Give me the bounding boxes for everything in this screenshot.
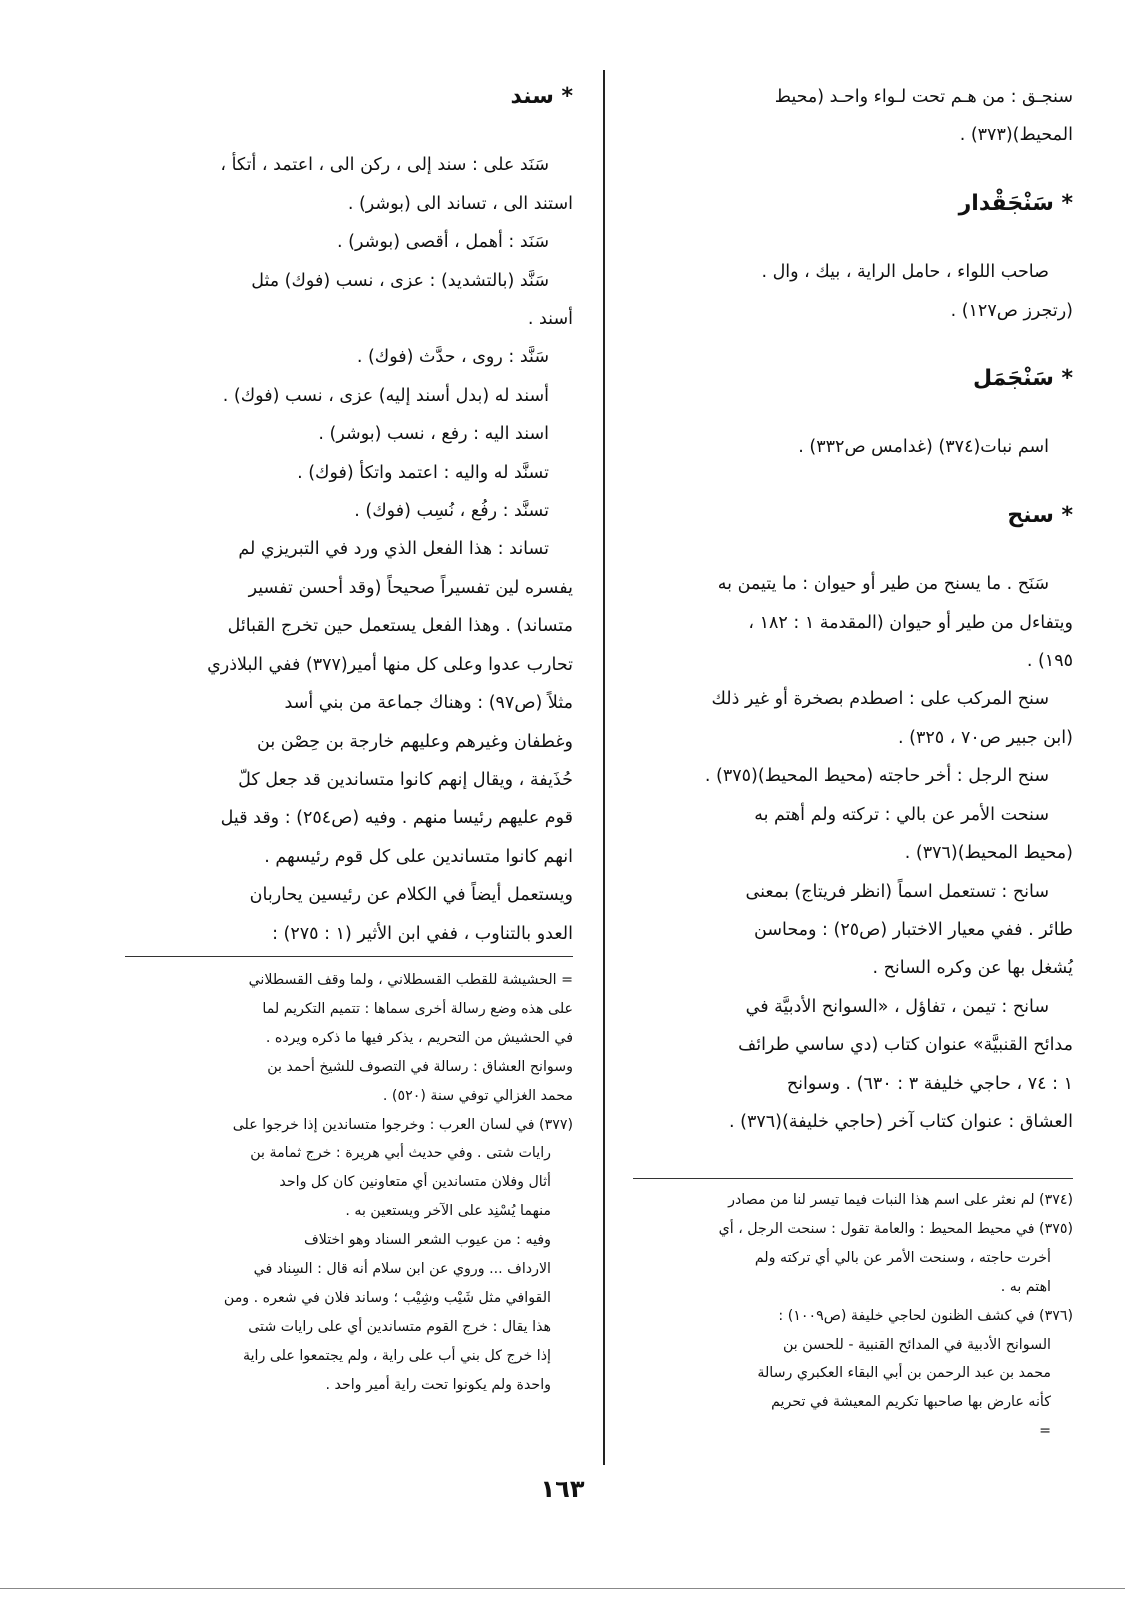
footnote-line: الارداف ... وروي عن ابن سلام أنه قال : السِناد في [253, 1261, 551, 1278]
footnote-line: واحدة ولم يكونوا تحت راية أمير واحد . [325, 1376, 551, 1393]
footnote-line: على هذه وضع رسالة أخرى سماها : تتميم التكريم لما [262, 1000, 573, 1017]
headword-sanjaqdar: * سَنْجَقْدار [958, 190, 1073, 216]
entry-sanad-line: وغطفان وغيرهم وعليهم خارجة بن حِصْن بن [257, 731, 573, 752]
footnote-line: = الحشيشة للقطب القسطلاني ، ولما وقف القسطلاني [248, 972, 573, 988]
entry-sanad-line: حُذَيفة ، ويقال إنهم كانوا متساندين قد جعل كلّ [238, 769, 573, 790]
headword-sanad: * سند [510, 84, 573, 109]
entry-sanah-line: يُشغل بها عن وكره السانح . [872, 958, 1073, 979]
entry-sanad-line: أسند . [527, 309, 573, 330]
footnote-line: في الحشيش من التحريم ، يذكر فيها ما ذكره ويرده . [265, 1029, 573, 1046]
entry-sanad-line: قوم عليهم رئيسا منهم . وفيه (ص٢٥٤) : وقد قيل [220, 808, 573, 829]
entry-sanad-line: تحارب عدوا وعلى كل منها أمير(٣٧٧) ففي البلاذري [207, 654, 573, 675]
page-number: ١٦٣ [540, 1475, 585, 1503]
entry-sanjaqdar-line1: صاحب اللواء ، حامل الراية ، بيك ، وال . [761, 262, 1049, 283]
headword-sanjamal: * سَنْجَمَل [972, 366, 1073, 392]
entry-sanjaq-line2: المحيط)(٣٧٣) . [959, 125, 1073, 146]
footnotes-right [633, 1186, 1073, 1446]
left-column [125, 78, 573, 953]
footnote-line: كأنه عارض بها صاحبها تكريم المعيشة في تحريم [771, 1394, 1051, 1411]
footnote-rule-left [125, 956, 573, 957]
entry-sanad-line: سَنَد على : سند إلى ، ركن الى ، اعتمد ، أتكأ ، [220, 155, 549, 176]
entry-sanad-line: العدو بالتناوب ، ففي ابن الأثير (١ : ٢٧٥) : [272, 923, 573, 944]
entry-sanah-line: سنح المركب على : اصطدم بصخرة أو غير ذلك [711, 689, 1049, 710]
footnote-line: اهتم به . [1000, 1278, 1051, 1295]
footnote-line: = [1039, 1423, 1051, 1440]
footnote-line: محمد بن عبد الرحمن بن أبي البقاء العكبري رسالة [757, 1365, 1051, 1382]
headword-sanah: * سنح [1007, 502, 1073, 528]
entry-sanah-line: العشاق : عنوان كتاب آخر (حاجي خليفة)(٣٧٦) . [729, 1111, 1073, 1132]
footnote-line: (٣٧٦) في كشف الظنون لحاجي خليفة (ص١٠٠٩) : [778, 1307, 1073, 1324]
right-column [633, 78, 1073, 1141]
footnote-line: القوافي مثل شَيْب وشِيْب ؛ وساند فلان في شعره . ومن [223, 1289, 551, 1306]
entry-sanad-line: متساند) . وهذا الفعل يستعمل حين تخرج القبائل [227, 616, 573, 637]
entry-sanah-line: مدائح القنبيَّة» عنوان كتاب (دي ساسي طرائف [738, 1035, 1073, 1056]
footnote-line: هذا يقال : خرج القوم متساندين أي على رايات شتى [248, 1318, 551, 1335]
footnote-line: محمد الغزالي توفي سنة (٥٢٠) . [382, 1087, 573, 1104]
entry-sanad-line: سَنَّد (بالتشديد) : عزى ، نسب (فوك) مثل [251, 270, 549, 291]
entry-sanah-line: سَنَح . ما يسنح من طير أو حيوان : ما يتيمن به [717, 574, 1049, 595]
entry-sanad-line: تسنَّد له واليه : اعتمد واتكأ (فوك) . [297, 462, 549, 483]
footnote-line: أثال وفلان متساندين أي متعاونين كان كل واحد [279, 1174, 551, 1191]
entry-sanah-line: ويتفاءل من طير أو حيوان (المقدمة ١ : ١٨٢ ، [748, 612, 1073, 633]
footnote-line: منهما يُسْنِد على الآخر ويستعين به . [345, 1203, 551, 1220]
footnote-line: رايات شتى . وفي حديث أبي هريرة : خرج ثمامة بن [250, 1145, 551, 1162]
entry-sanah-line: ١٩٥) . [1026, 651, 1073, 672]
footnotes-left [125, 966, 573, 1400]
footnote-line: (٣٧٥) في محيط المحيط : والعامة تقول : سنحت الرجل ، أي [718, 1220, 1073, 1237]
footnote-line: وفيه : من عيوب الشعر السناد وهو اختلاف [304, 1232, 551, 1249]
column-divider [603, 70, 605, 1465]
entry-sanah-line: (محيط المحيط)(٣٧٦) . [904, 843, 1073, 864]
entry-sanad-line: انهم كانوا متساندين على كل قوم رئيسهم . [264, 846, 573, 867]
footnote-line: السوانح الأدبية في المدائح القنبية - للحسن بن [782, 1336, 1051, 1353]
entry-sanah-line: طائر . ففي معيار الاختبار (ص٢٥) : ومحاسن [754, 919, 1073, 940]
entry-sanad-line: سَنَّد : روى ، حدَّث (فوك) . [356, 347, 549, 368]
entry-sanad-line: تساند : هذا الفعل الذي ورد في التبريزي لم [238, 539, 549, 560]
entry-sanad-line: ويستعمل أيضاً في الكلام عن رئيسين يحاربان [249, 885, 573, 906]
entry-sanad-line: يفسره لين تفسيراً صحيحاً (وقد أحسن تفسير [248, 577, 573, 598]
footnote-rule-right [633, 1178, 1073, 1179]
footnote-line: (٣٧٧) في لسان العرب : وخرجوا متساندين إذا خرجوا على [232, 1116, 573, 1133]
footnote-line: أخرت حاجته ، وسنحت الأمر عن بالي أي تركته ولم [754, 1249, 1051, 1266]
entry-sanjamal-line1: اسم نبات(٣٧٤) (غدامس ص٣٣٢) . [798, 437, 1049, 458]
entry-sanah-line: (ابن جبير ص٧٠ ، ٣٢٥) . [898, 727, 1073, 748]
entry-sanad-line: تسنَّد : رفُع ، نُسِب (فوك) . [354, 501, 549, 522]
entry-sanad-line: مثلاً (ص٩٧) : وهناك جماعة من بني أسد [284, 693, 573, 714]
entry-sanad-line: سَنَد : أهمل ، أقصى (بوشر) . [337, 232, 549, 253]
entry-sanah-line: سانح : تستعمل اسماً (انظر فريتاج) بمعنى [745, 881, 1049, 902]
entry-sanah-line: سنح الرجل : أخر حاجته (محيط المحيط)(٣٧٥) . [704, 766, 1049, 787]
footnote-line: إذا خرج كل بني أب على راية ، ولم يجتمعوا على راية [243, 1347, 551, 1364]
entry-sanjaq-line1: سنجـق : من هـم تحت لـواء واحـد (محيط [774, 87, 1073, 107]
entry-sanah-line: سنحت الأمر عن بالي : تركته ولم أهتم به [754, 804, 1049, 825]
page-bottom-edge [0, 1588, 1125, 1589]
entry-sanad-line: اسند اليه : رفع ، نسب (بوشر) . [318, 424, 549, 445]
footnote-line: وسوانح العشاق : رسالة في التصوف للشيخ أحمد بن [267, 1058, 573, 1075]
entry-sanad-line: أسند له (بدل أسند إليه) عزى ، نسب (فوك) . [222, 385, 549, 406]
footnote-line: (٣٧٤) لم نعثر على اسم هذا النبات فيما تيسر لنا من مصادر [728, 1192, 1073, 1208]
entry-sanah-line: ١ : ٧٤ ، حاجي خليفة ٣ : ٦٣٠) . وسوانح [786, 1073, 1073, 1094]
entry-sanjaqdar-line2: (رتجرز ص١٢٧) . [950, 300, 1073, 321]
entry-sanad-line: استند الى ، تساند الى (بوشر) . [347, 193, 573, 214]
entry-sanah-line: سانح : تيمن ، تفاؤل ، «السوانح الأدبيَّة في [745, 996, 1049, 1017]
